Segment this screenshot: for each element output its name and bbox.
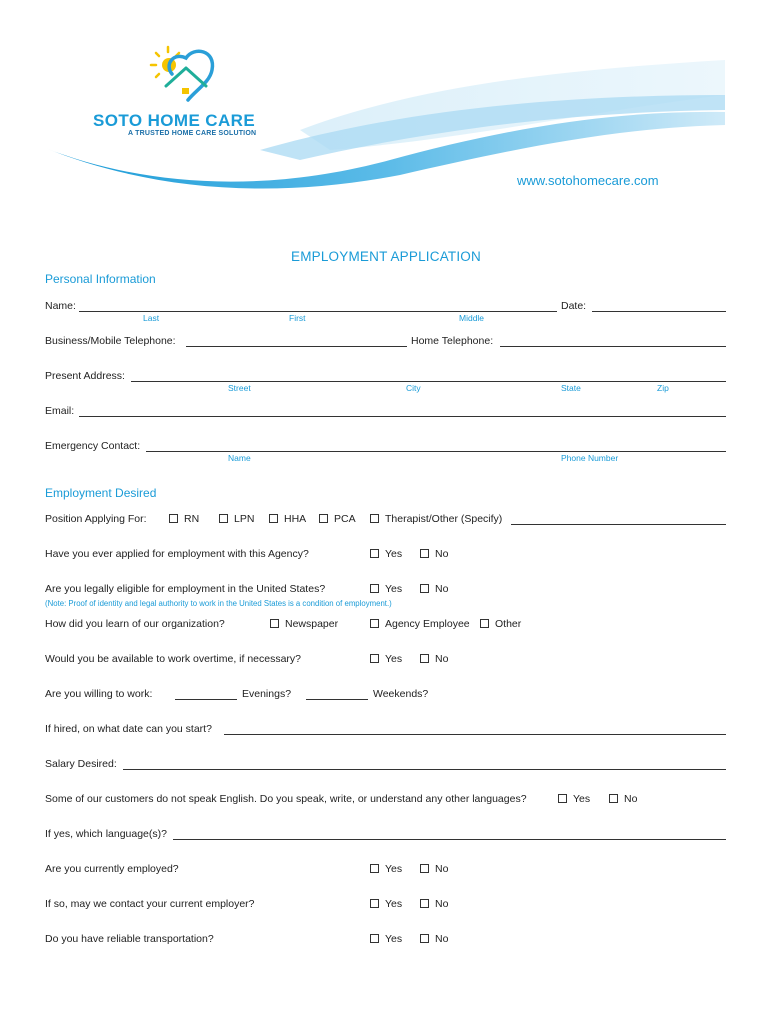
section-heading-employment: Employment Desired [45, 486, 157, 500]
applied-before-no-checkbox[interactable] [420, 549, 429, 558]
languages-no-checkbox[interactable] [609, 794, 618, 803]
eligible-note: (Note: Proof of identity and legal authority to work in the United States is a condition of employment.) [45, 599, 392, 608]
address-street-hint: Street [228, 383, 251, 393]
date-field[interactable] [592, 311, 726, 312]
applied-before-yes-label: Yes [385, 548, 403, 560]
position-hha-label: HHA [284, 513, 307, 525]
emergency-contact-field[interactable] [146, 451, 726, 452]
address-zip-hint: Zip [657, 383, 669, 393]
eligible-question: Are you legally eligible for employment in the United States? [45, 583, 326, 595]
section-heading-personal: Personal Information [45, 272, 156, 286]
evenings-label: Evenings? [242, 688, 292, 700]
willing-question: Are you willing to work: [45, 688, 153, 700]
position-other-label: Therapist/Other (Specify) [385, 513, 503, 525]
position-rn-checkbox[interactable] [169, 514, 178, 523]
which-languages-label: If yes, which language(s)? [45, 828, 167, 840]
eligible-no-checkbox[interactable] [420, 584, 429, 593]
address-label: Present Address: [45, 370, 125, 382]
position-lpn-checkbox[interactable] [219, 514, 228, 523]
position-pca-label: PCA [334, 513, 356, 525]
overtime-yes-checkbox[interactable] [370, 654, 379, 663]
name-last-hint: Last [143, 313, 160, 323]
eligible-yes-label: Yes [385, 583, 403, 595]
currently-employed-no-label: No [435, 863, 449, 875]
position-rn-label: RN [184, 513, 200, 525]
address-city-hint: City [406, 383, 421, 393]
currently-employed-question: Are you currently employed? [45, 863, 179, 875]
currently-employed-no-checkbox[interactable] [420, 864, 429, 873]
emergency-name-hint: Name [228, 453, 251, 463]
logo-icon [148, 44, 220, 106]
overtime-no-label: No [435, 653, 449, 665]
address-field[interactable] [131, 381, 726, 382]
evenings-field[interactable] [175, 699, 237, 700]
business-phone-field[interactable] [186, 346, 407, 347]
header-wave-graphic [0, 0, 770, 200]
overtime-yes-label: Yes [385, 653, 403, 665]
contact-employer-yes-label: Yes [385, 898, 403, 910]
email-field[interactable] [79, 416, 726, 417]
languages-yes-label: Yes [573, 793, 591, 805]
learn-question: How did you learn of our organization? [45, 618, 225, 630]
which-languages-field[interactable] [173, 839, 726, 840]
name-first-hint: First [289, 313, 306, 323]
transportation-question: Do you have reliable transportation? [45, 933, 214, 945]
learn-agency-employee-label: Agency Employee [385, 618, 470, 630]
learn-agency-employee-checkbox[interactable] [370, 619, 379, 628]
weekends-field[interactable] [306, 699, 368, 700]
position-lpn-label: LPN [234, 513, 255, 525]
name-label: Name: [45, 300, 76, 312]
position-label: Position Applying For: [45, 513, 147, 525]
contact-employer-question: If so, may we contact your current employer? [45, 898, 255, 910]
applied-before-yes-checkbox[interactable] [370, 549, 379, 558]
email-label: Email: [45, 405, 75, 417]
position-hha-checkbox[interactable] [269, 514, 278, 523]
overtime-question: Would you be available to work overtime, if necessary? [45, 653, 302, 665]
emergency-phone-hint: Phone Number [561, 453, 619, 463]
salary-field[interactable] [123, 769, 726, 770]
start-date-field[interactable] [224, 734, 726, 735]
website-link[interactable]: www.sotohomecare.com [517, 173, 659, 188]
languages-yes-checkbox[interactable] [558, 794, 567, 803]
eligible-yes-checkbox[interactable] [370, 584, 379, 593]
home-phone-field[interactable] [500, 346, 726, 347]
position-other-checkbox[interactable] [370, 514, 379, 523]
business-phone-label: Business/Mobile Telephone: [45, 335, 176, 347]
currently-employed-yes-label: Yes [385, 863, 403, 875]
position-pca-checkbox[interactable] [319, 514, 328, 523]
weekends-label: Weekends? [373, 688, 429, 700]
languages-no-label: No [624, 793, 638, 805]
form-title: EMPLOYMENT APPLICATION [291, 249, 481, 264]
applied-before-question: Have you ever applied for employment with this Agency? [45, 548, 309, 560]
learn-other-checkbox[interactable] [480, 619, 489, 628]
salary-label: Salary Desired: [45, 758, 117, 770]
home-phone-label: Home Telephone: [411, 335, 494, 347]
applied-before-no-label: No [435, 548, 449, 560]
learn-newspaper-checkbox[interactable] [270, 619, 279, 628]
contact-employer-no-checkbox[interactable] [420, 899, 429, 908]
contact-employer-yes-checkbox[interactable] [370, 899, 379, 908]
currently-employed-yes-checkbox[interactable] [370, 864, 379, 873]
brand-name: SOTO HOME CARE [93, 111, 256, 130]
languages-question: Some of our customers do not speak English. Do you speak, write, or understand any other languages? [45, 793, 527, 805]
transportation-yes-label: Yes [385, 933, 403, 945]
start-date-label: If hired, on what date can you start? [45, 723, 212, 735]
learn-other-label: Other [495, 618, 522, 630]
address-state-hint: State [561, 383, 581, 393]
transportation-yes-checkbox[interactable] [370, 934, 379, 943]
transportation-no-label: No [435, 933, 449, 945]
date-label: Date: [561, 300, 587, 312]
transportation-no-checkbox[interactable] [420, 934, 429, 943]
contact-employer-no-label: No [435, 898, 449, 910]
name-field[interactable] [79, 311, 557, 312]
learn-newspaper-label: Newspaper [285, 618, 339, 630]
position-other-field[interactable] [511, 524, 726, 525]
overtime-no-checkbox[interactable] [420, 654, 429, 663]
emergency-contact-label: Emergency Contact: [45, 440, 141, 452]
brand-tagline: A TRUSTED HOME CARE SOLUTION [128, 130, 257, 137]
eligible-no-label: No [435, 583, 449, 595]
name-middle-hint: Middle [459, 313, 485, 323]
